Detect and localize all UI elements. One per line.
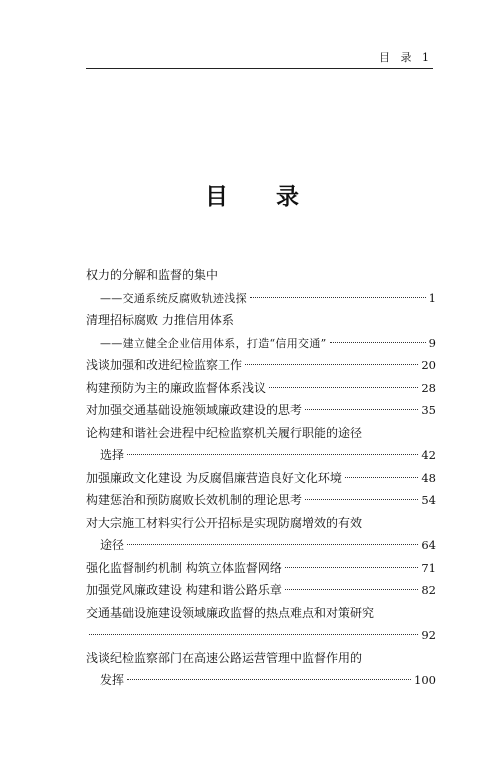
leader-dots bbox=[285, 589, 419, 590]
toc-entry-title: 强化监督制约机制 构筑立体监督网络 bbox=[86, 560, 282, 575]
toc-title-line: 论构建和谐社会进程中纪检监察机关履行职能的途径 bbox=[86, 425, 363, 440]
toc-page-number: 42 bbox=[421, 448, 436, 462]
leader-dots bbox=[305, 499, 418, 500]
toc-entry bbox=[86, 354, 436, 377]
leader-dots bbox=[127, 679, 411, 680]
leader-dots bbox=[330, 342, 426, 343]
leader-dots bbox=[245, 364, 418, 365]
toc-entry bbox=[86, 489, 436, 512]
toc-entry-title: 构建预防为主的廉政监督体系浅议 bbox=[86, 380, 267, 395]
toc-page-number: 64 bbox=[421, 538, 436, 552]
toc-page-number: 20 bbox=[421, 358, 436, 372]
toc-page-number: 48 bbox=[421, 470, 436, 485]
toc-entry bbox=[86, 624, 436, 647]
leader-dots bbox=[305, 409, 418, 410]
leader-dots bbox=[345, 477, 419, 478]
toc-page-number: 71 bbox=[421, 560, 436, 575]
page-title: 目录 bbox=[205, 184, 347, 210]
toc-page-number: 9 bbox=[428, 335, 436, 350]
leader-dots bbox=[127, 454, 418, 455]
toc-entry bbox=[86, 399, 436, 422]
toc-title-line: 清理招标腐败 力推信用体系 bbox=[86, 313, 234, 327]
leader-dots bbox=[250, 297, 426, 298]
toc-entry bbox=[86, 669, 436, 692]
leader-dots bbox=[269, 387, 418, 388]
toc-entry-title: 选择 bbox=[100, 448, 125, 462]
toc-entry bbox=[86, 579, 436, 602]
toc-title-line: 交通基础设施建设领域廉政监督的热点难点和对策研究 bbox=[86, 605, 375, 620]
toc-entry-title: 途径 bbox=[100, 538, 125, 552]
toc-page-number: 100 bbox=[414, 673, 436, 687]
toc-entry-title: 浅谈加强和改进纪检监察工作 bbox=[86, 358, 243, 372]
toc-entry bbox=[86, 332, 436, 355]
running-header bbox=[86, 46, 433, 69]
running-header-text: 目 录 1 bbox=[379, 51, 429, 64]
table-of-contents bbox=[86, 264, 436, 692]
toc-entry-title: 对加强交通基础设施领域廉政建设的思考 bbox=[86, 403, 303, 417]
leader-dots bbox=[127, 544, 418, 545]
toc-title-line: 浅谈纪检监察部门在高速公路运营管理中监督作用的 bbox=[86, 650, 363, 665]
toc-page-number: 92 bbox=[421, 628, 436, 642]
toc-entry-title: ——建立健全企业信用体系，打造“信用交通” bbox=[100, 336, 327, 350]
toc-page-number: 1 bbox=[428, 290, 436, 305]
leader-dots bbox=[89, 634, 418, 635]
toc-page-number: 28 bbox=[421, 380, 436, 395]
toc-title-line: 权力的分解和监督的集中 bbox=[86, 268, 219, 282]
toc-entry bbox=[86, 534, 436, 557]
toc-entry bbox=[86, 377, 436, 400]
toc-entry bbox=[86, 287, 436, 310]
toc-entry-title: ——交通系统反腐败轨迹浅探 bbox=[100, 291, 247, 305]
toc-entry bbox=[86, 444, 436, 467]
toc-entry-title: 构建惩治和预防腐败长效机制的理论思考 bbox=[86, 493, 303, 507]
leader-dots bbox=[285, 567, 419, 568]
toc-entry bbox=[86, 467, 436, 490]
toc-title-line: 对大宗施工材料实行公开招标是实现防腐增效的有效 bbox=[86, 515, 363, 530]
toc-entry bbox=[86, 557, 436, 580]
toc-entry-title: 发挥 bbox=[100, 673, 125, 687]
toc-entry-title: 加强廉政文化建设 为反腐倡廉营造良好文化环境 bbox=[86, 470, 342, 485]
toc-page-number: 54 bbox=[421, 493, 436, 507]
toc-page-number: 35 bbox=[421, 403, 436, 417]
toc-page-number: 82 bbox=[421, 583, 436, 597]
toc-entry-title: 加强党风廉政建设 构建和谐公路乐章 bbox=[86, 583, 282, 597]
